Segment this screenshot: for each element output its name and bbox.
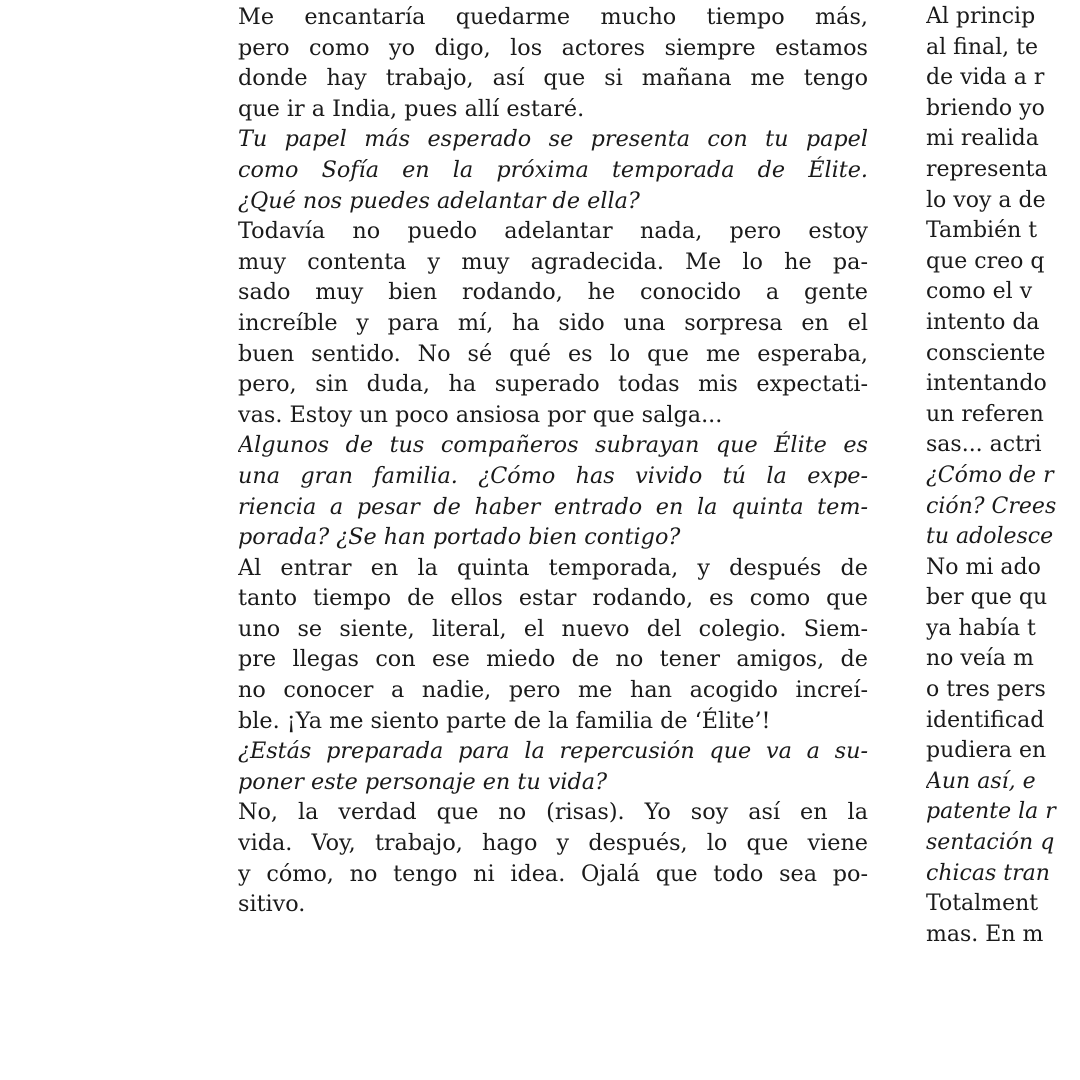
text-line: pre llegas con ese miedo de no tener amigos, de — [238, 646, 868, 673]
text-line: riencia a pesar de haber entrado en la quinta tem- — [238, 493, 868, 520]
text-line-cropped: mas. En m — [926, 921, 1044, 947]
text-line: poner este personaje en tu vida? — [238, 768, 608, 795]
text-line-cropped: no veía m — [926, 646, 1034, 672]
text-line-cropped: patente la r — [926, 799, 1056, 825]
text-line-cropped: Aun así, e — [926, 768, 1036, 794]
text-line: vas. Estoy un poco ansiosa por que salga... — [238, 401, 723, 428]
text-line-cropped: ción? Crees — [926, 493, 1057, 519]
text-line-cropped: que creo q — [926, 248, 1045, 274]
text-line: uno se siente, literal, el nuevo del colegio. Siem- — [238, 615, 868, 642]
text-line-cropped: No mi ado — [926, 554, 1041, 580]
text-line: No, la verdad que no (risas). Yo soy así en la — [238, 799, 868, 826]
text-line: ¿Estás preparada para la repercusión que va a su- — [238, 738, 868, 765]
text-line: buen sentido. No sé qué es lo que me esperaba, — [238, 340, 868, 367]
text-line-cropped: Totalment — [926, 891, 1039, 917]
text-line: porada? ¿Se han portado bien contigo? — [238, 524, 681, 551]
text-line-cropped: un referen — [926, 401, 1044, 427]
text-line-cropped: intento da — [926, 309, 1040, 335]
text-line-cropped: o tres pers — [926, 677, 1046, 703]
text-line-cropped: pudiera en — [926, 738, 1047, 764]
interview-answer — [238, 553, 868, 737]
text-line: una gran familia. ¿Cómo has vivido tú la expe- — [238, 462, 868, 489]
text-line: pero, sin duda, ha superado todas mis expectati- — [238, 371, 868, 398]
text-line: como Sofía en la próxima temporada de Élite. — [238, 156, 868, 183]
interview-answer — [238, 797, 868, 919]
interview-answer — [238, 216, 868, 430]
text-line-cropped: También t — [926, 218, 1038, 244]
interview-answer — [238, 2, 868, 124]
text-line-cropped: intentando — [926, 371, 1047, 397]
text-line: vida. Voy, trabajo, hago y después, lo que viene — [238, 830, 868, 857]
text-line-cropped: como el v — [926, 279, 1033, 305]
left-text-column — [238, 2, 868, 920]
interview-question — [238, 124, 868, 216]
text-line-cropped: consciente — [926, 340, 1046, 366]
interview-question — [238, 430, 868, 552]
text-line-cropped: briendo yo — [926, 95, 1045, 121]
text-line-cropped: sas... actri — [926, 432, 1042, 458]
text-line-cropped: ber que qu — [926, 585, 1048, 611]
text-line: ¿Qué nos puedes adelantar de ella? — [238, 187, 640, 214]
text-line: ble. ¡Ya me siento parte de la familia de ‘Élite’! — [238, 707, 771, 734]
text-line-cropped: mi realida — [926, 126, 1039, 152]
text-line: increíble y para mí, ha sido una sorpresa en el — [238, 309, 868, 336]
text-line: Tu papel más esperado se presenta con tu papel — [238, 126, 868, 153]
text-line-cropped: lo voy a de — [926, 187, 1046, 213]
interview-question — [238, 736, 868, 797]
text-line: Todavía no puedo adelantar nada, pero estoy — [238, 218, 868, 245]
text-line: Al entrar en la quinta temporada, y después de — [238, 554, 868, 581]
text-line: donde hay trabajo, así que si mañana me tengo — [238, 65, 868, 92]
text-line: Me encantaría quedarme mucho tiempo más, — [238, 4, 868, 30]
text-line: no conocer a nadie, pero me han acogido increí- — [238, 677, 868, 704]
text-line-cropped: identificad — [926, 707, 1045, 733]
text-line: que ir a India, pues allí estaré. — [238, 95, 585, 122]
text-line: pero como yo digo, los actores siempre estamos — [238, 34, 868, 61]
text-line-cropped: tu adolesce — [926, 524, 1054, 550]
text-line-cropped: representa — [926, 156, 1048, 182]
text-line-cropped: Al princip — [926, 4, 1036, 29]
text-line: sitivo. — [238, 891, 306, 918]
text-line-cropped: al final, te — [926, 34, 1038, 60]
text-line: y cómo, no tengo ni idea. Ojalá que todo sea po- — [238, 860, 868, 887]
text-line: muy contenta y muy agradecida. Me lo he pa- — [238, 248, 868, 275]
text-line-cropped: ¿Cómo de r — [926, 462, 1054, 488]
text-line: Algunos de tus compañeros subrayan que Élite es — [238, 432, 868, 459]
text-line: sado muy bien rodando, he conocido a gente — [238, 279, 868, 306]
text-line-cropped: sentación q — [926, 830, 1055, 856]
text-line: tanto tiempo de ellos estar rodando, es como que — [238, 585, 868, 612]
right-text-column-cropped — [926, 2, 1080, 950]
text-line-cropped: de vida a r — [926, 65, 1045, 91]
text-line-cropped: chicas tran — [926, 860, 1050, 886]
text-line-cropped: ya había t — [926, 615, 1036, 641]
